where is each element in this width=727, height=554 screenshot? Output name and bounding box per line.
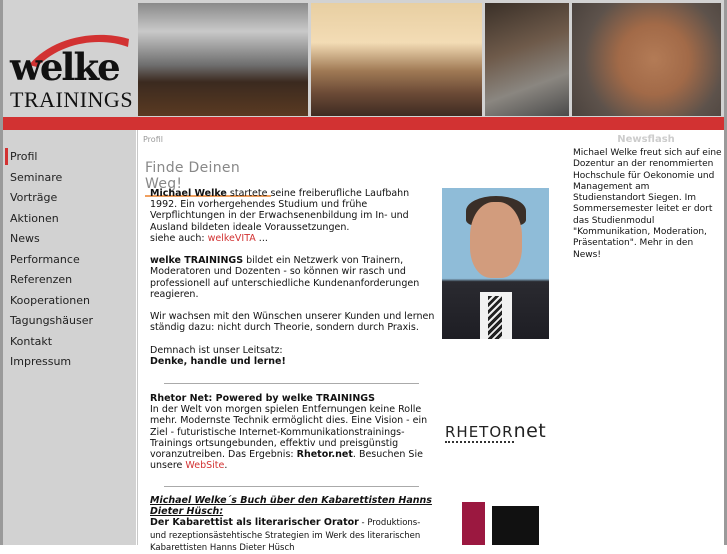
network-brand: welke TRAININGS (150, 255, 244, 267)
website-link[interactable]: WebSite (185, 460, 225, 472)
book-section: Michael Welke´s Buch über den Kabarettisten Hanns Dieter Hüsch: Der Kabarettist als literarischer Orator - Produktions- und rezeptionsästehtische Strategien im Werk des literarischen Kabarettisten Hanns Dieter Hüsch (150, 495, 432, 553)
main-nav (3, 147, 136, 373)
nav-item-kontakt[interactable]: Kontakt (10, 334, 53, 348)
motto: Denke, handle und lerne! (150, 356, 286, 368)
nav-item-impressum[interactable]: Impressum (10, 355, 72, 368)
book-title: Der Kabarettist als literarischer Orator (150, 517, 359, 529)
nav-item-vortraege[interactable]: Vorträge (10, 191, 58, 204)
book-cover-image[interactable] (462, 502, 485, 545)
nav-item-seminare[interactable]: Seminare (10, 170, 63, 184)
book-heading[interactable]: Michael Welke´s Buch über den Kabarettisten Hanns Dieter Hüsch: (150, 495, 432, 518)
audience-photo (311, 3, 482, 116)
main-content (137, 130, 568, 553)
newsflash-title: Newsflash (617, 134, 675, 145)
nav-item-referenzen[interactable]: Referenzen (10, 273, 73, 286)
rhetornet-logo[interactable]: RHETORnet (445, 420, 547, 442)
nav-item-performance[interactable]: Performance (10, 252, 80, 266)
rhetor-section: Rhetor Net: Powered by welke TRAININGS In der Welt von morgen spielen Entfernungen keine Rolle mehr. Modernste Technik ermöglicht dies. Eine Vision - ein Ziel - futuristische Internet-Kommunikationstrainings-Trainings ortsungebunden, effektiv und preisgünstig voranzutreiben. Das Ergebnis: Rhetor.net. Besuchen Sie unsere WebSite. (150, 393, 428, 472)
hands-circle-photo (572, 3, 721, 116)
motto-intro: Demnach ist unser Leitsatz: (150, 344, 283, 356)
nav-item-news[interactable]: News (10, 232, 40, 245)
newsflash-text: Michael Welke freut sich auf eine Dozentur an der renommierten Hochschule für Oekonomie und Management am Studienstandort Siegen. Im Sommersemester leitet er dort das Studienmodul "Kommunikation, Moderation, Präsentation". Mehr in den News! (573, 148, 722, 260)
page-title: Finde Deinen Weg! (145, 160, 271, 197)
logo-word: welke (10, 45, 119, 89)
nav-item-kooperationen[interactable]: Kooperationen (10, 293, 90, 307)
newsflash-panel (568, 130, 724, 545)
header-red-bar (3, 117, 724, 130)
breadcrumb[interactable]: Profil (143, 135, 163, 144)
headset-photo (485, 3, 569, 116)
rhetor-heading: Rhetor Net: Powered by welke TRAININGS (150, 393, 375, 404)
intro-text: Michael Welke startete seine freiberufliche Laufbahn 1992. Ein vorhergehendes Studium und frühe Verpflichtungen in der Erwachsenenbildung im In- und Ausland bildeten ideale Voraussetzungen. siehe auch: welkeVITA ... welke TRAININGS bildet ein Netzwerk von Trainern, Moderatoren und Dozenten - so können wir rasch und professionell auf unterschiedliche Kundenanforderungen reagieren. Wir wachsen mit den Wünschen unserer Kunden und lernen ständig dazu: nicht durch Theorie, sondern durch Praxis. Demnach ist unser Leitsatz: Denke, handle und lerne! (150, 188, 435, 368)
portrait-photo (442, 188, 549, 339)
meeting-photo (138, 3, 308, 116)
logo-subtitle: TRAININGS (10, 87, 134, 112)
divider (164, 383, 419, 384)
growth-text: Wir wachsen mit den Wünschen unserer Kunden und lernen ständig dazu: nicht durch Theorie, sondern durch Praxis. (150, 311, 435, 334)
site-logo[interactable] (3, 3, 135, 117)
nav-item-profil[interactable]: Profil (3, 147, 136, 168)
nav-item-aktionen[interactable]: Aktionen (10, 211, 59, 225)
divider (164, 486, 419, 487)
nav-item-tagungshaeuser[interactable]: Tagungshäuser (10, 314, 93, 327)
welkevita-link[interactable]: welkeVITA (207, 232, 256, 244)
book-photo-image (492, 506, 539, 545)
intro-name: Michael Welke (150, 188, 227, 199)
